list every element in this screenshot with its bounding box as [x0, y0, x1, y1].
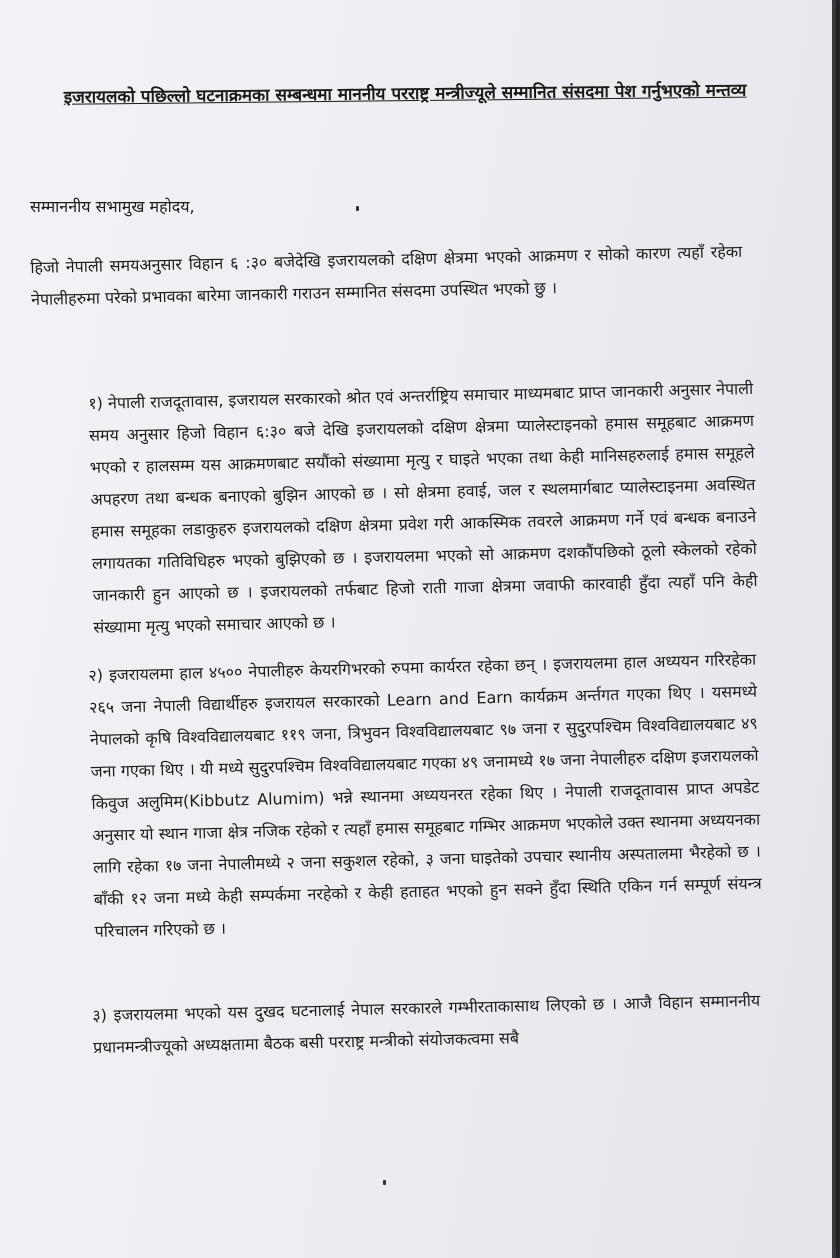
paragraph-1: १) नेपाली राजदूतावास, इजरायल सरकारको श्रोत एवं अन्तर्राष्ट्रिय समाचार माध्यमबाट प्राप्त जानकारी अनुसार नेपाली समय अनुसार हिजो विहान ६:३० बजे देखि इजरायलको दक्षिण क्षेत्रमा प्यालेस्टाइनको हमास समूहबाट आक्रमण भएको र हालसम्म यस आक्रमणबाट सयौंको संख्यामा मृत्यु र घाइते भएका तथा केही मानिसहरुलाई हमास समूहले अपहरण तथा बन्धक बनाएको बुझिन आएको छ । सो क्षेत्रमा हवाई, जल र स्थलमार्गबाट प्यालेस्टाइनमा अवस्थित हमास समूहका लडाकुहरु इजरायलको दक्षिण क्षेत्रमा प्रवेश गरी आकस्मिक तवरले आक्रमण गर्ने एवं बन्धक बनाउने लगायतका गतिविधिहरु भएको बुझिएको छ । इजरायलमा भएको सो आक्रमण दशकौंपछिको ठूलो स्केलको रहेको जानकारी हुन आएको छ । इजरायलको तर्फबाट हिजो राती गाजा क्षेत्रमा जवाफी कारवाही हुँदा त्यहाँ पनि केही संख्यामा मृत्यु भएको समाचार आएको छ ।	[88, 378, 758, 637]
document-title: इजरायलको पछिल्लो घटनाक्रमका सम्बन्धमा माननीय परराष्ट्र मन्त्रीज्यूले सम्मानित संसदमा पेश गर्नुभएको मन्तव्य	[63, 80, 747, 108]
page-edge	[832, 0, 836, 1258]
intro-paragraph: हिजो नेपाली समयअनुसार विहान ६ :३० बजेदेखि इजरायलको दक्षिण क्षेत्रमा भएको आक्रमण र सोको कारण त्यहाँ रहेका नेपालीहरुमा परेको प्रभावका बारेमा जानकारी गराउन सम्मानित संसदमा उपस्थित भएको छु ।	[30, 241, 743, 309]
salutation: सम्माननीय सभामुख महोदय,	[30, 197, 195, 216]
paragraph-3: ३) इजरायलमा भएको यस दुखद घटनालाई नेपाल सरकारले गम्भीरताकासाथ लिएको छ । आजै विहान सम्माननीय प्रधानमन्त्रीज्यूको अध्यक्षतामा बैठक बसी परराष्ट्र मन्त्रीको संयोजकत्वमा सबै	[92, 990, 761, 1057]
paragraph-2: २) इजरायलमा हाल ४५०० नेपालीहरु केयरगिभरको रुपमा कार्यरत रहेका छन् । इजरायलमा हाल अध्ययन गरिरहेका २६५ जना नेपाली विद्यार्थीहरु इजरायल सरकारको Learn and Earn कार्यक्रम अर्न्तगत गएका थिए । यसमध्ये नेपालको कृषि विश्वविद्यालयबाट ११९ जना, त्रिभुवन विश्वविद्यालयबाट ९७ जना र सुदुरपश्चिम विश्वविद्यालयबाट ४९ जना गएका थिए । यी मध्ये सुदुरपश्चिम विश्वविद्यालयबाट गएका ४९ जनामध्ये १७ जना नेपालीहरु दक्षिण इजरायलको किवुज अलुमिम(Kibbutz Alumim) भन्ने स्थानमा अध्ययनरत रहेका थिए । नेपाली राजदूतावास प्राप्त अपडेट अनुसार यो स्थान गाजा क्षेत्र नजिक रहेको र त्यहाँ हमास समूहबाट गम्भिर आक्रमण भएकोले उक्त स्थानमा अध्ययनका लागि रहेका १७ जना नेपालीमध्ये २ जना सकुशल रहेको, ३ जना घाइतेको उपचार स्थानीय अस्पतालमा भैरहेको छ । बाँकी १२ जना मध्ये केही सम्पर्कमा नरहेको र केही हताहत भएको हुन सक्ने हुँदा स्थिति एकिन गर्न सम्पूर्ण संयन्त्र परिचालन गरिएको छ ।	[88, 649, 762, 941]
ink-mark	[356, 206, 359, 211]
ink-mark	[383, 1180, 386, 1185]
